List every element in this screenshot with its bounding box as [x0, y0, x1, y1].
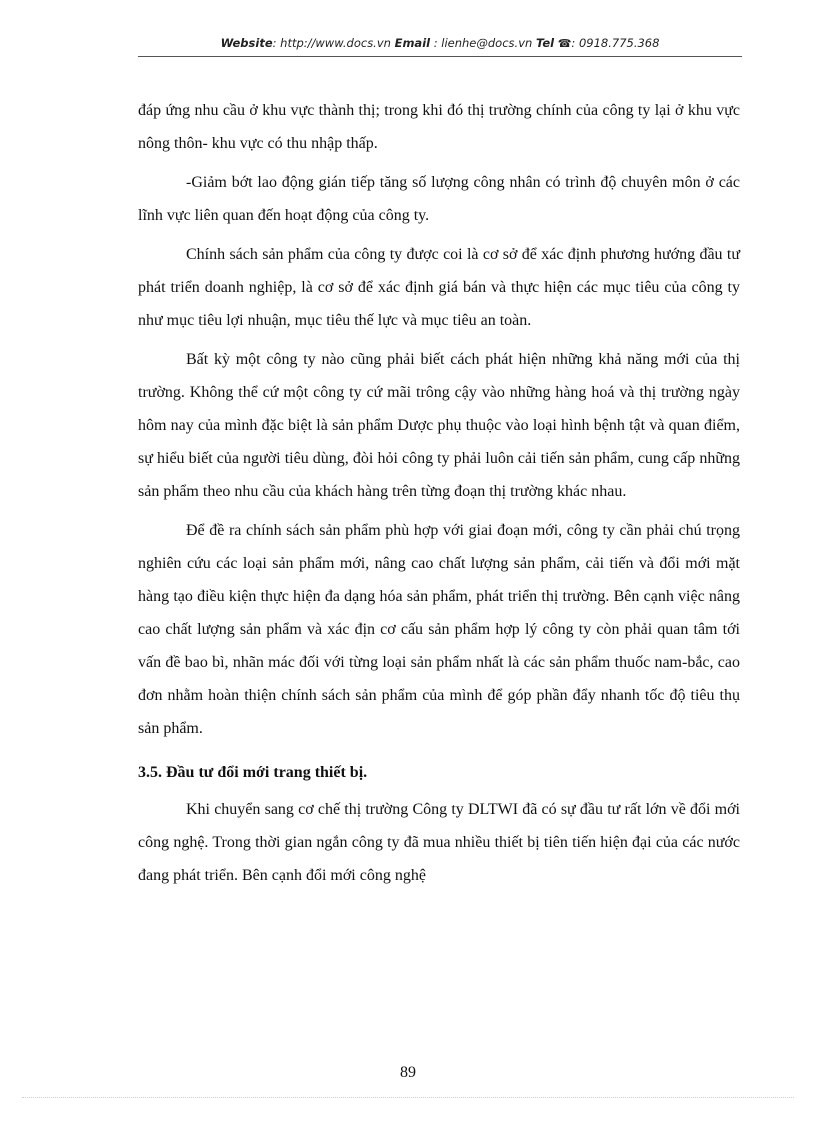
- section-heading: 3.5. Đầu tư đổi mới trang thiết bị.: [138, 764, 368, 781]
- page-header: [138, 36, 742, 50]
- document-body: [138, 94, 740, 892]
- website-value: : http://www.docs.vn: [272, 36, 391, 50]
- website-label: Website: [220, 36, 273, 50]
- email-label: Email: [394, 36, 431, 50]
- paragraph-6: Khi chuyển sang cơ chế thị trường Công ty DLTWI đã có sự đầu tư rất lớn về đổi mới công nghệ. Trong thời gian ngắn công ty đã mua nhiều thiết bị tiên tiến hiện đại của các nước đang phát triển. Bên cạnh đổi mới công nghệ: [138, 801, 740, 884]
- paragraph-4: Bất kỳ một công ty nào cũng phải biết cách phát hiện những khả năng mới của thị trường. Không thể cứ một công ty cứ mãi trông cậy vào những hàng hoá và thị trường ngày hôm nay của mình đặc biệt là sản phẩm Dược phụ thuộc vào loại hình bệnh tật và quan điểm, sự hiểu biết của người tiêu dùng, đòi hỏi công ty phải luôn cải tiến sản phẩm, cung cấp những sản phẩm theo nhu cầu của khách hàng trên từng đoạn thị trường khác nhau.: [138, 351, 740, 500]
- header-divider: [138, 56, 742, 57]
- page-bottom-border: [22, 1097, 794, 1098]
- paragraph-2: -Giảm bớt lao động gián tiếp tăng số lượng công nhân có trình độ chuyên môn ở các lĩnh vực liên quan đến hoạt động của công ty.: [138, 174, 740, 224]
- email-value: : lienhe@docs.vn: [433, 36, 533, 50]
- page-number: 89: [400, 1064, 416, 1081]
- phone-icon: ☎: [557, 37, 572, 50]
- tel-label: Tel: [535, 36, 555, 50]
- paragraph-5: Để đề ra chính sách sản phẩm phù hợp với giai đoạn mới, công ty cần phải chú trọng nghiên cứu các loại sản phẩm mới, nâng cao chất lượng sản phẩm, cải tiến và đổi mới mặt hàng tạo điều kiện thực hiện đa dạng hóa sản phẩm, phát triển thị trường. Bên cạnh việc nâng cao chất lượng sản phẩm và xác địn cơ cấu sản phẩm hợp lý công ty còn phải quan tâm tới vấn đề bao bì, nhãn mác đối với từng loại sản phẩm nhất là các sản phẩm thuốc nam-bắc, cao đơn nhằm hoàn thiện chính sách sản phẩm của mình để góp phần đẩy nhanh tốc độ tiêu thụ sản phẩm.: [138, 522, 740, 737]
- paragraph-1: đáp ứng nhu cầu ở khu vực thành thị; trong khi đó thị trường chính của công ty lại ở khu vực nông thôn- khu vực có thu nhập thấp.: [138, 102, 740, 152]
- paragraph-3: Chính sách sản phẩm của công ty được coi là cơ sở để xác định phương hướng đầu tư phát triển doanh nghiệp, là cơ sở để xác định giá bán và thực hiện các mục tiêu của công ty như mục tiêu lợi nhuận, mục tiêu thế lực và mục tiêu an toàn.: [138, 246, 740, 329]
- tel-value: : 0918.775.368: [571, 36, 660, 50]
